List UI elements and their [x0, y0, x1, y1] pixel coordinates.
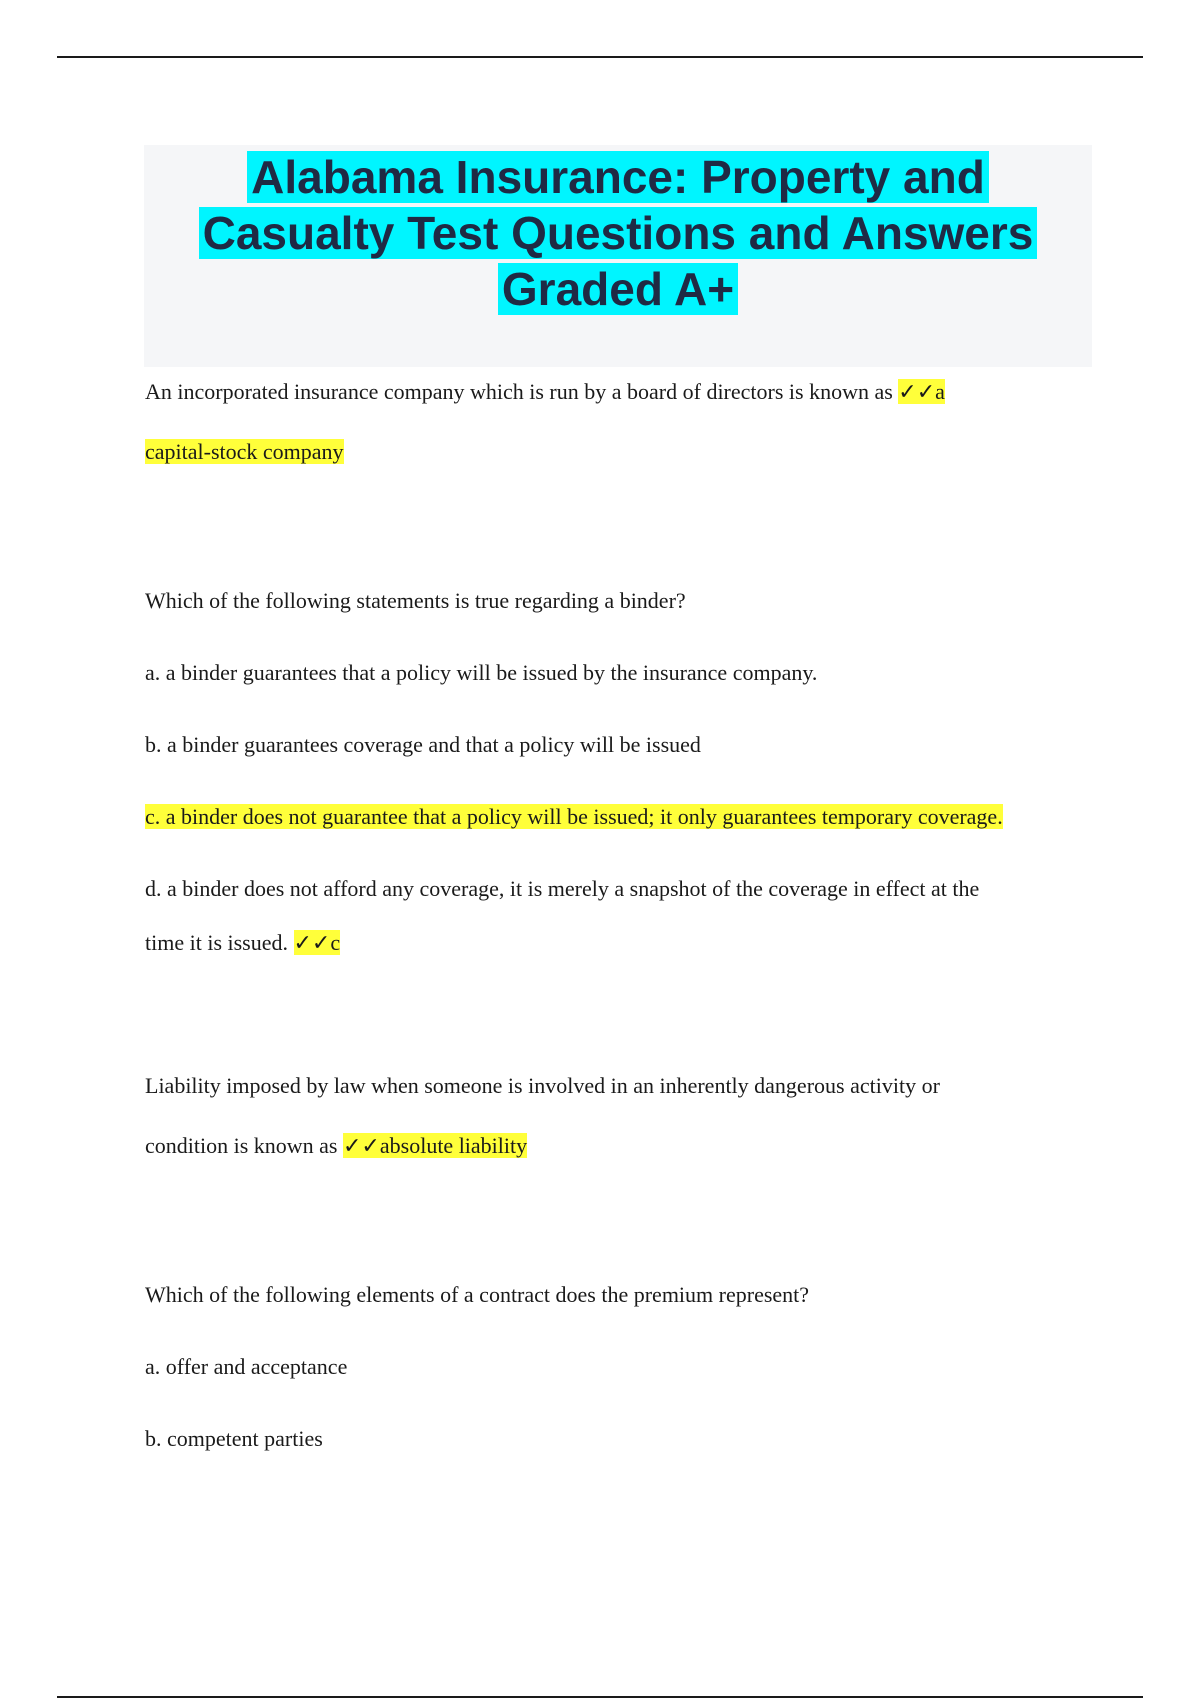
- header-rule: [57, 56, 1143, 58]
- document-title: [144, 149, 1092, 317]
- question-1: [145, 362, 1095, 482]
- spacer: [145, 1176, 1095, 1259]
- question-prompt: Liability imposed by law when someone is involved in an inherently dangerous activity or: [145, 1073, 940, 1098]
- title-line-2: Casualty Test Questions and Answers: [199, 207, 1038, 259]
- answer-highlight: ✓✓a: [898, 379, 945, 404]
- option-b: b. competent parties: [145, 1426, 323, 1451]
- question-prompt: Which of the following statements is true regarding a binder?: [145, 588, 686, 613]
- option-d-continuation: time it is issued. ✓✓c: [145, 930, 341, 955]
- footer-rule: [57, 1696, 1143, 1698]
- question-2: [145, 565, 1095, 925]
- option-c: c. a binder does not guarantee that a policy will be issued; it only guarantees temporary coverage.: [145, 804, 1003, 829]
- option-a: a. a binder guarantees that a policy will be issued by the insurance company.: [145, 660, 818, 685]
- question-prompt-continuation: condition is known as ✓✓absolute liability: [145, 1133, 528, 1158]
- option-a: a. offer and acceptance: [145, 1354, 348, 1379]
- option-b: b. a binder guarantees coverage and that a policy will be issued: [145, 732, 701, 757]
- question-4: [145, 1259, 1095, 1475]
- answer-highlight: ✓✓c: [293, 930, 341, 955]
- question-prompt: An incorporated insurance company which is run by a board of directors is known as ✓✓a: [145, 379, 945, 404]
- double-check-icon: ✓✓: [293, 930, 331, 955]
- title-line-3: Graded A+: [498, 263, 738, 315]
- spacer: [145, 482, 1095, 565]
- answer-continuation: capital-stock company: [145, 439, 344, 464]
- question-prompt: Which of the following elements of a contract does the premium represent?: [145, 1282, 810, 1307]
- option-d: d. a binder does not afford any coverage, it is merely a snapshot of the coverage in effect at the: [145, 876, 980, 901]
- title-line-1: Alabama Insurance: Property and: [247, 151, 989, 203]
- document-body: [145, 362, 1095, 1475]
- answer-highlight: ✓✓absolute liability: [343, 1133, 528, 1158]
- double-check-icon: ✓✓: [898, 379, 936, 404]
- question-3: [145, 1056, 1095, 1176]
- double-check-icon: ✓✓: [343, 1133, 380, 1158]
- spacer: [145, 973, 1095, 1056]
- title-block: [144, 145, 1092, 367]
